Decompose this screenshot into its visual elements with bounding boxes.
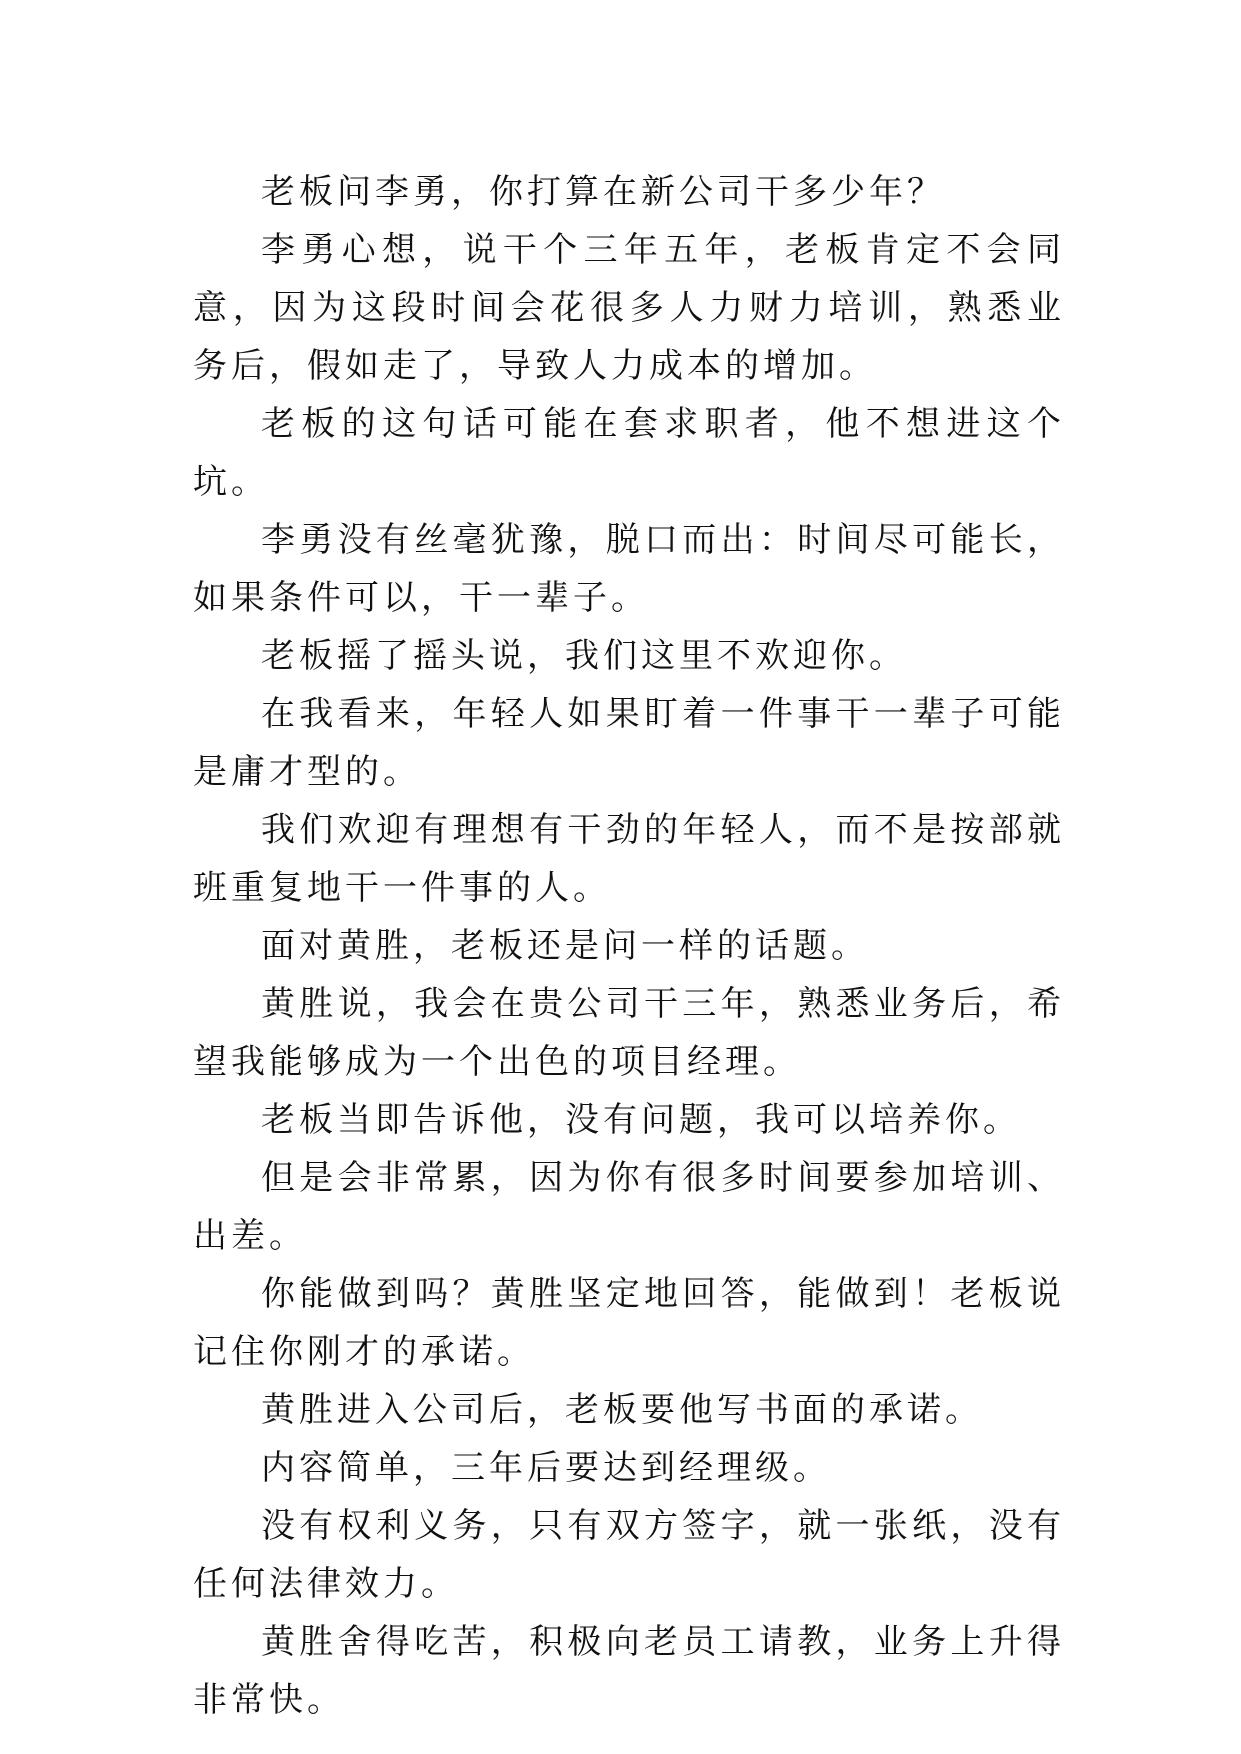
document-body (193, 163, 1065, 1729)
paragraph: 老板摇了摇头说，我们这里不欢迎你。 (261, 636, 907, 676)
paragraph: 黄胜进入公司后，老板要他写书面的承诺。 (261, 1390, 983, 1430)
paragraph: 我们欢迎有理想有干劲的年轻人，而不是按部就班重复地干一件事的人。 (193, 810, 1065, 908)
paragraph: 没有权利义务，只有双方签字，就一张纸，没有任何法律效力。 (193, 1506, 1065, 1604)
paragraph: 但是会非常累，因为你有很多时间要参加培训、出差。 (193, 1158, 1065, 1256)
paragraph: 老板当即告诉他，没有问题，我可以培养你。 (261, 1100, 1021, 1140)
paragraph: 内容简单，三年后要达到经理级。 (261, 1448, 831, 1488)
paragraph: 李勇心想，说干个三年五年，老板肯定不会同意，因为这段时间会花很多人力财力培训，熟悉业务后，假如走了，导致人力成本的增加。 (193, 230, 1065, 386)
paragraph: 老板的这句话可能在套求职者，他不想进这个坑。 (193, 404, 1065, 502)
paragraph: 李勇没有丝毫犹豫，脱口而出：时间尽可能长，如果条件可以，干一辈子。 (193, 520, 1065, 618)
paragraph: 老板问李勇，你打算在新公司干多少年？ (261, 172, 945, 212)
paragraph: 你能做到吗？黄胜坚定地回答，能做到！老板说记住你刚才的承诺。 (193, 1274, 1065, 1372)
paragraph: 黄胜说，我会在贵公司干三年，熟悉业务后，希望我能够成为一个出色的项目经理。 (193, 984, 1065, 1082)
paragraph: 黄胜舍得吃苦，积极向老员工请教，业务上升得非常快。 (193, 1622, 1065, 1720)
paragraph: 面对黄胜，老板还是问一样的话题。 (261, 926, 869, 966)
paragraph: 在我看来，年轻人如果盯着一件事干一辈子可能是庸才型的。 (193, 694, 1065, 792)
